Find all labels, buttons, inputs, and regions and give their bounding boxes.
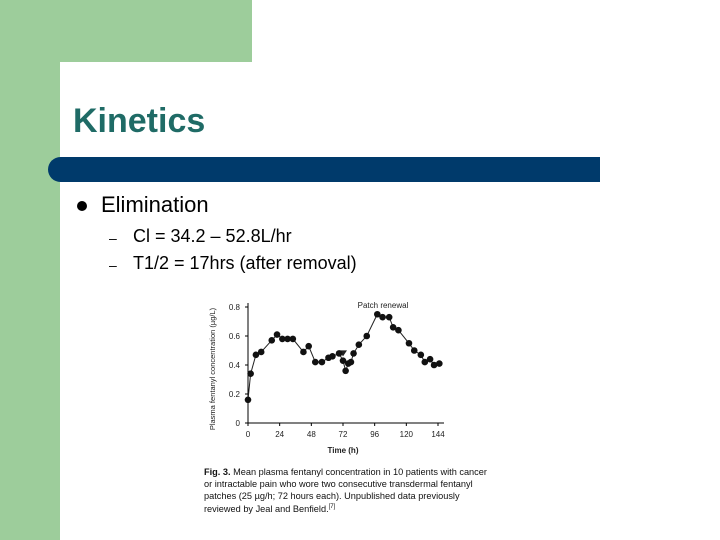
x-tick-label: 0 [245,430,251,439]
bullet-elimination: Elimination [101,192,209,217]
y-tick-label: 0.2 [228,390,240,399]
data-point [300,349,307,356]
x-tick-label: 144 [431,430,445,439]
data-point [356,341,363,348]
fentanyl-concentration-chart [200,286,500,466]
data-point [247,370,254,377]
data-point [348,359,355,366]
dash-marker-1: – [109,230,117,246]
data-point [258,349,265,356]
x-tick-label: 24 [275,430,285,439]
sub-item-clearance: Cl = 34.2 – 52.8L/hr [133,226,292,246]
data-point [418,352,425,359]
x-axis-title: Time (h) [327,446,359,455]
slide-title: Kinetics [73,102,206,140]
data-point [312,359,319,366]
series-line [248,314,439,400]
data-point [427,356,434,363]
data-point [245,397,252,404]
data-point [395,327,402,334]
caption-ref: [7] [328,504,336,511]
data-point [290,336,297,343]
data-point [411,347,418,354]
data-point [336,350,343,357]
caption-text: Mean plasma fentanyl concentration in 10 patients with cancer or intractable pain who wore two consecutive transdermal fentanyl patches (25 µg/h; 72 hours each). Unpublished data previously reviewed by Jeal and Benfield. [204,467,487,515]
data-point [342,368,349,375]
data-point [379,314,386,321]
data-point [319,359,326,366]
data-point [436,360,443,367]
y-axis-title: Plasma fentanyl concentration (µg/L) [208,307,217,431]
y-tick-label: 0.4 [228,361,240,370]
x-tick-label: 96 [370,430,380,439]
y-tick-label: 0 [235,419,240,428]
data-point [268,337,275,344]
caption-fig-label: Fig. 3. [204,467,231,477]
data-point [386,314,393,321]
title-divider-bar [48,157,600,182]
data-point [350,350,357,357]
sub-item-half-life: T1/2 = 17hrs (after removal) [133,253,357,273]
y-tick-label: 0.6 [228,332,240,341]
figure-caption [204,467,494,516]
data-point [329,353,336,360]
x-tick-label: 48 [306,430,316,439]
data-point [305,343,312,350]
data-point [363,333,370,340]
x-tick-label: 72 [338,430,348,439]
annotation-patch-renewal: Patch renewal [357,301,409,310]
x-tick-label: 120 [399,430,414,439]
data-point [274,331,281,338]
y-tick-label: 0.8 [228,303,240,312]
bullet-dot [77,201,87,211]
data-point [406,340,413,347]
accent-block-left [0,0,60,540]
dash-marker-2: – [109,257,117,273]
